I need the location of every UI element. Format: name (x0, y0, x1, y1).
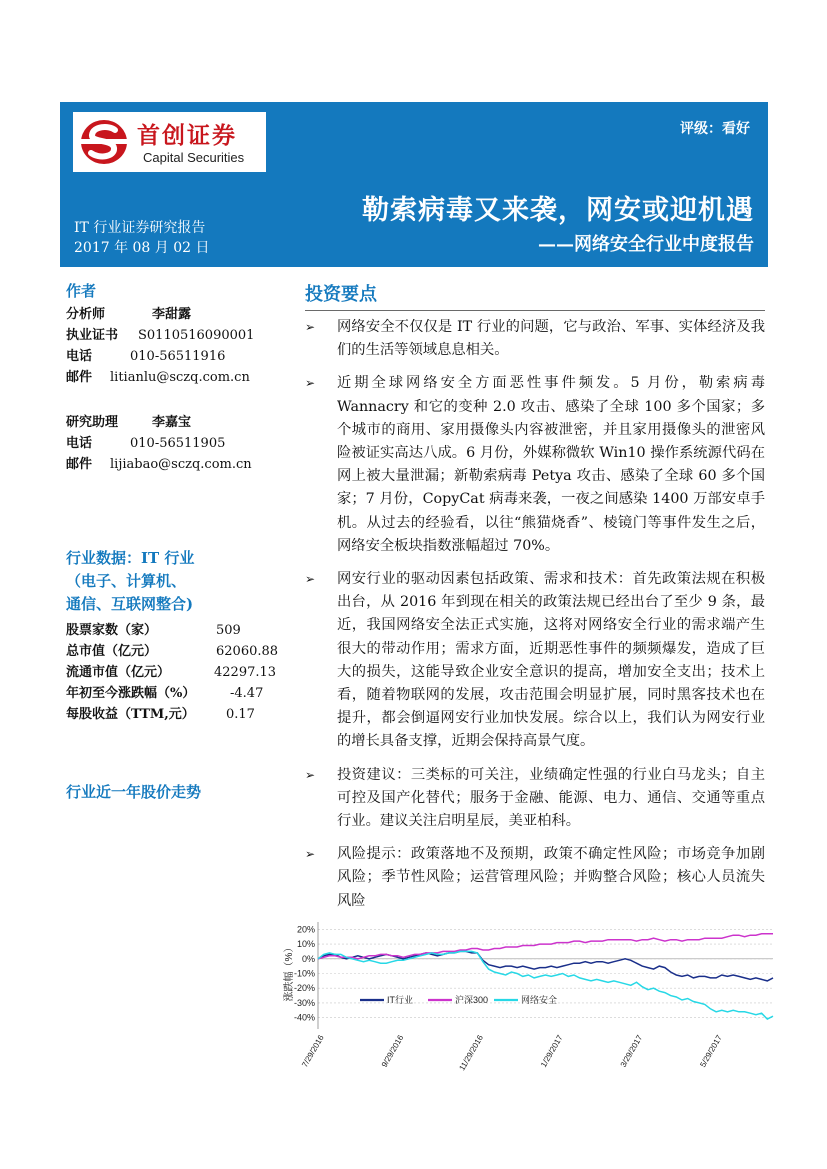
industry-stat-label: 股票家数（家） (66, 623, 158, 638)
bullet-text: 网络安全不仅仅是 IT 行业的问题，它与政治、军事、实体经济及我们的生活等领域息息相关。 (337, 319, 765, 359)
chart-x-tick-label: 11/29/2016 (457, 1033, 485, 1072)
phone2-value: 010-56511905 (130, 436, 226, 451)
chart-series-line (318, 951, 773, 981)
heading-rule (305, 310, 765, 311)
authors-heading: 作者 (66, 282, 97, 300)
report-date: 2017 年 08 月 02 日 (74, 240, 210, 256)
analyst-name: 李甜露 (152, 307, 192, 322)
bullet-item (305, 568, 765, 754)
bullet-text: 投资建议：三类标的可关注，业绩确定性强的行业白马龙头；自主可控及国产化替代；服务于金融、能源、电力、通信、交通等重点行业。建议关注启明星辰，美亚柏科。 (337, 766, 765, 830)
cert-value: S0110516090001 (138, 328, 255, 343)
chart-x-tick-label: 5/29/2017 (698, 1033, 724, 1069)
chart-heading: 行业近一年股价走势 (66, 783, 202, 801)
analyst-label: 分析师 (66, 307, 106, 322)
chart-y-tick-label: -10% (293, 968, 315, 979)
rating-label: 评级：看好 (680, 121, 750, 137)
mail-value[interactable]: litianlu@sczq.com.cn (110, 370, 250, 385)
report-subtitle: ——网络安全行业中度报告 (538, 234, 754, 255)
chart-legend-label: 网络安全 (521, 995, 558, 1005)
industry-stat-label: 每股收益（TTM,元） (66, 707, 195, 722)
industry-stat-label: 总市值（亿元） (66, 644, 158, 659)
assistant-label: 研究助理 (66, 415, 119, 430)
phone-value: 010-56511916 (130, 349, 226, 364)
bullet-item (305, 316, 765, 362)
bullet-text: 近期全球网络安全方面恶性事件频发。5 月份，勒索病毒 Wannacry 和它的变种 2.0 攻击、感染了全球 100 多个国家；多个城市的商用、家用摄像头内容被泄密，并且家用摄像头的泄密风险被证实高达八成。6 月份，外媒称微软 Win10 操作系统源代码在网上被大量泄漏；新勒索病毒 Petya 攻击、感染了全球 60 多个国家；7 月份，CopyCat 病毒来袭，一夜之间感染 1400 万部安卓手机。从过去的经验看，以往“熊猫烧香”、棱镜门等事件发生之后，网络安全板块指数涨幅超过 70%。 (337, 375, 765, 554)
chart-series-lines (318, 934, 773, 1019)
industry-heading-line1: 行业数据：IT 行业 (66, 549, 195, 567)
industry-stat-value: 62060.88 (216, 644, 279, 659)
bullet-item (305, 372, 765, 558)
logo-english-text: Capital Securities (143, 150, 245, 165)
chart-y-tick-label: -40% (293, 1012, 315, 1023)
mail2-value[interactable]: lijiabao@sczq.com.cn (110, 457, 252, 472)
mail-label: 邮件 (66, 370, 93, 385)
industry-stat-label: 流通市值（亿元） (66, 665, 171, 680)
chart-y-tick-label: -20% (293, 983, 315, 994)
logo-chinese-text: 首创证券 (137, 122, 237, 149)
investment-heading: 投资要点 (305, 284, 377, 305)
chart-x-tick-label: 3/29/2017 (618, 1033, 645, 1069)
chart-y-tick-label: -30% (293, 997, 315, 1008)
company-logo (73, 112, 266, 172)
bullet-item (305, 764, 765, 834)
chart-legend (360, 994, 557, 1005)
industry-heading-line2: （电子、计算机、 (66, 572, 187, 590)
stock-trend-chart (268, 912, 778, 1072)
industry-stat-value: -4.47 (230, 686, 264, 701)
investment-highlights (305, 280, 765, 909)
bullet-text: 网安行业的驱动因素包括政策、需求和技术：首先政策法规在积极出台，从 2016 年到现在相关的政策法规已经出台了至少 9 条，最近，我国网络安全法正式实施，这将对网络安全行业的需求端产生很大的带动作用；需求方面，近期恶性事件的频频爆发，造成了巨大的损失，这能导致企业安全意识的提高，增加安全支出；技术上看，随着物联网的发展，攻击范围会明显扩展，同时黑客技术也在提升，都会倒逼网安行业加快发展。综合以上，我们认为网安行业的增长具备支撑，近期会保持高景气度。 (337, 571, 765, 750)
chart-x-tick-label: 7/29/2016 (300, 1033, 326, 1069)
arrow-bullet-icon: ➢ (305, 572, 316, 587)
industry-heading-line3: 通信、互联网整合) (66, 595, 194, 613)
report-type: IT 行业证券研究报告 (74, 220, 206, 236)
sidebar-info (66, 280, 286, 802)
chart-series-line (318, 934, 773, 959)
chart-y-tick-label: 20% (296, 924, 315, 935)
chart-y-label: 涨跌幅（%） (284, 942, 295, 1002)
chart-y-tick-label: 10% (296, 939, 315, 950)
industry-stat-value: 509 (216, 623, 241, 638)
chart-x-ticks (300, 1033, 724, 1072)
investment-bullet-list (305, 316, 765, 923)
chart-legend-label: 沪深300 (455, 995, 489, 1005)
phone2-label: 电话 (66, 436, 93, 451)
arrow-bullet-icon: ➢ (305, 376, 316, 391)
bullet-item (305, 843, 765, 913)
arrow-bullet-icon: ➢ (305, 767, 316, 782)
bullet-text: 风险提示：政策落地不及预期，政策不确定性风险；市场竞争加剧风险；季节性风险；运营管理风险；并购整合风险；核心人员流失风险 (337, 846, 765, 909)
arrow-bullet-icon: ➢ (305, 847, 316, 862)
chart-y-ticks (294, 924, 315, 1022)
arrow-bullet-icon: ➢ (305, 320, 316, 334)
industry-heading (66, 547, 286, 616)
assistant-name: 李嘉宝 (152, 415, 192, 430)
mail2-label: 邮件 (66, 457, 93, 472)
capital-securities-logo-icon (79, 118, 129, 166)
chart-series-line (318, 951, 773, 1019)
industry-stat-value: 0.17 (226, 707, 255, 722)
chart-x-tick-label: 1/29/2017 (539, 1033, 565, 1069)
cert-label: 执业证书 (66, 328, 119, 343)
chart-y-tick-label: 0% (301, 953, 315, 964)
report-header-banner (60, 102, 768, 267)
chart-x-tick-label: 9/29/2016 (379, 1033, 406, 1069)
industry-stat-label: 年初至今涨跌幅（%） (66, 686, 196, 701)
phone-label: 电话 (66, 349, 93, 364)
industry-stat-value: 42297.13 (214, 665, 277, 680)
chart-legend-label: IT行业 (387, 995, 413, 1005)
report-title: 勒索病毒又来袭，网安或迎机遇 (362, 195, 754, 226)
